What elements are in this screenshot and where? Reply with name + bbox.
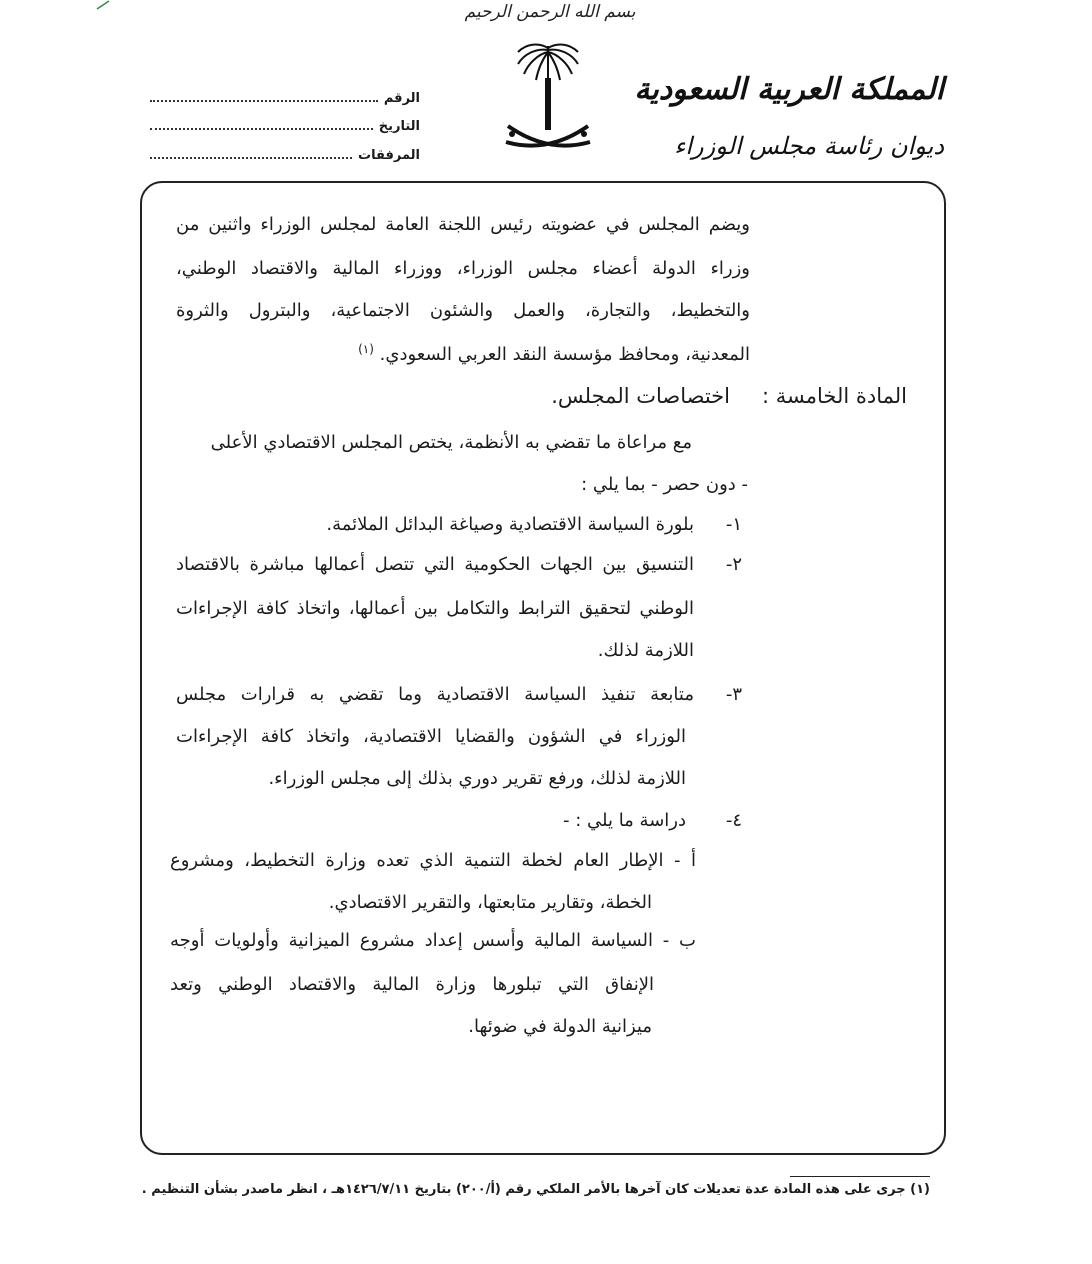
item-line: دراسة ما يلي : - [563, 810, 686, 831]
intro-line: ويضم المجلس في عضويته رئيس اللجنة العامة لمجلس الوزراء واثنين من [176, 214, 750, 235]
subitem-line: ب - السياسة المالية وأسس إعداد مشروع الميزانية وأولويات أوجه [170, 930, 696, 951]
footnote-reference: (١) [358, 342, 374, 356]
diwan-title: ديوان رئاسة مجلس الوزراء [674, 132, 944, 160]
subitem-line: الإنفاق التي تبلورها وزارة المالية والاقتصاد الوطني وتعد [170, 974, 654, 995]
intro-line: وزراء الدولة أعضاء مجلس الوزراء، ووزراء المالية والاقتصاد الوطني، [176, 258, 750, 279]
footnote-text: (١) جرى على هذه المادة عدة تعديلات كان آخرها بالأمر الملكي رقم (أ/٢٠٠) بتاريخ ١٤٢٦/٧/١١هـ ، انظر ماصدر بشأن التنظيم . [141, 1182, 930, 1197]
item-number: ٤- [725, 810, 742, 831]
reference-number-line [150, 88, 378, 102]
item-line: التنسيق بين الجهات الحكومية التي تتصل أعمالها مباشرة بالاقتصاد [176, 554, 694, 575]
item-number: ١- [725, 514, 742, 535]
attachments-label: المرفقات [358, 148, 420, 163]
date-line [150, 116, 373, 130]
kingdom-title: المملكة العربية السعودية [634, 72, 944, 107]
article-label: المادة الخامسة : [762, 384, 907, 408]
preamble-line: - دون حصر - بما يلي : [581, 474, 748, 495]
subitem-line: أ - الإطار العام لخطة التنمية الذي تعده وزارة التخطيط، ومشروع [170, 850, 696, 871]
subitem-line: الخطة، وتقارير متابعتها، والتقرير الاقتصادي. [328, 892, 652, 913]
intro-last-text: المعدنية، ومحافظ مؤسسة النقد العربي السعودي. [379, 344, 750, 365]
basmala: بسم الله الرحمن الرحيم [464, 2, 636, 22]
reference-number-label: الرقم [383, 91, 420, 106]
reference-number-field [150, 88, 420, 108]
item-number: ٣- [725, 684, 742, 705]
palm-swords-emblem-icon [498, 38, 598, 160]
intro-line [358, 342, 750, 365]
item-number: ٢- [725, 554, 742, 575]
item-line: الوزراء في الشؤون والقضايا الاقتصادية، واتخاذ كافة الإجراءات [176, 726, 686, 747]
date-label: التاريخ [378, 119, 420, 134]
item-line: بلورة السياسة الاقتصادية وصياغة البدائل الملائمة. [326, 514, 694, 535]
article-title: اختصاصات المجلس. [551, 384, 730, 408]
item-line: الوطني لتحقيق الترابط والتكامل بين أعمالها، واتخاذ كافة الإجراءات [176, 598, 694, 619]
footnote-divider [790, 1176, 930, 1177]
attachments-field [150, 145, 420, 165]
document-frame [140, 181, 946, 1155]
corner-mark-icon [96, 0, 110, 10]
date-field [150, 116, 420, 136]
item-line: اللازمة لذلك، ورفع تقرير دوري بذلك إلى مجلس الوزراء. [268, 768, 686, 789]
intro-line: والتخطيط، والتجارة، والعمل والشئون الاجتماعية، والبترول والثروة [176, 300, 750, 321]
preamble-line: مع مراعاة ما تقضي به الأنظمة، يختص المجلس الاقتصادي الأعلى [210, 432, 692, 453]
subitem-line: ميزانية الدولة في ضوئها. [468, 1016, 652, 1037]
item-line: اللازمة لذلك. [597, 640, 694, 661]
attachments-line [150, 145, 352, 159]
item-line: متابعة تنفيذ السياسة الاقتصادية وما تقضي به قرارات مجلس [176, 684, 694, 705]
